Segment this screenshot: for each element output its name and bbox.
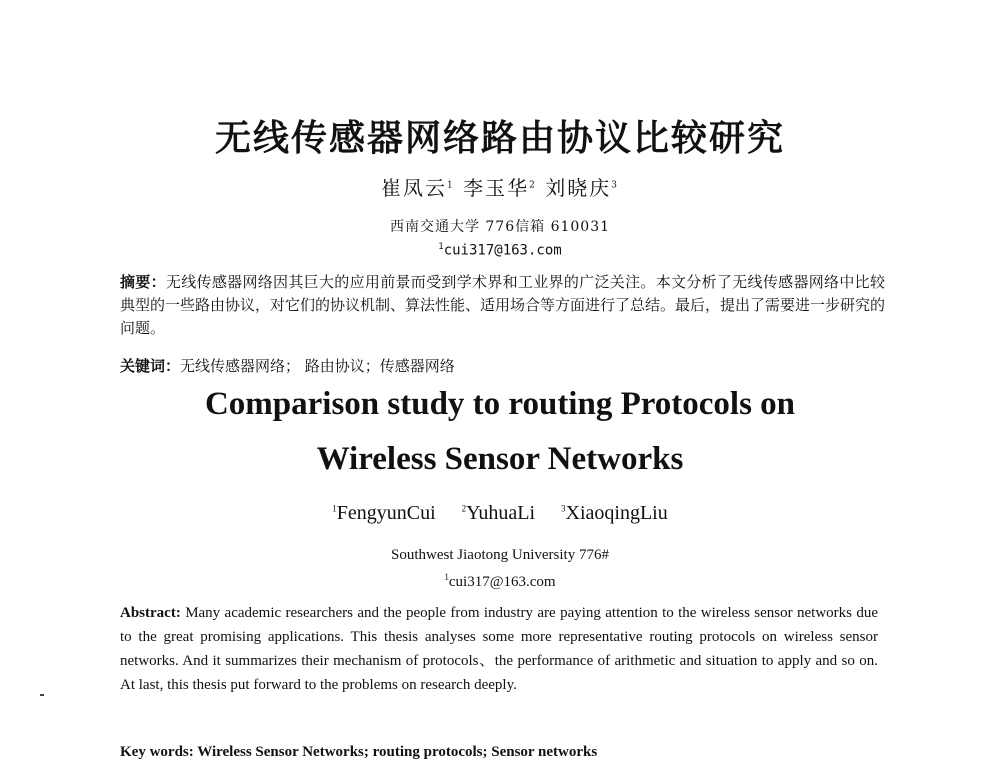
author-name: YuhuaLi — [466, 502, 536, 524]
author-name: FengyunCui — [336, 502, 436, 524]
author-name: 李玉华 — [463, 176, 530, 200]
author-name: 刘晓庆 — [545, 176, 612, 200]
chinese-keywords — [120, 355, 885, 378]
author-name: 崔凤云 — [381, 176, 448, 200]
keywords-body: 无线传感器网络； 路由协议；传感器网络 — [180, 357, 455, 375]
chinese-email — [0, 242, 1000, 259]
english-authors — [0, 502, 1000, 525]
email-superscript: 1 — [444, 572, 449, 582]
english-title-line-2: Wireless Sensor Networks — [316, 441, 684, 477]
email-address: cui317@163.com — [443, 242, 562, 259]
email-superscript: 1 — [438, 242, 444, 252]
english-keywords: Key words: Wireless Sensor Networks; routing protocols; Sensor networks — [120, 744, 598, 760]
author-superscript: 3 — [561, 503, 566, 514]
chinese-abstract — [120, 271, 885, 340]
abstract-label: Abstract: — [120, 605, 181, 621]
english-affiliation: Southwest Jiaotong University 776# — [391, 547, 609, 563]
chinese-title: 无线传感器网络路由协议比较研究 — [214, 118, 785, 159]
english-email — [0, 572, 1000, 591]
author-superscript: 2 — [461, 503, 467, 514]
abstract-body: Many academic researchers and the people from industry are paying attention to the wireless sensor networks due to the great promising applications. This thesis analyses some more representative routing protocols on wireless sensor networks. And it summarizes their mechanism of protocols、the performance of arithmetic and situation to apply and so on. At last, this thesis put forward to the problems on research deeply. — [120, 605, 878, 693]
abstract-body: 无线传感器网络因其巨大的应用前景而受到学术界和工业界的广泛关注。本文分析了无线传感器网络中比较典型的一些路由协议，对它们的协议机制、算法性能、适用场合等方面进行了总结。最后，提出了需要进一步研究的问题。 — [120, 273, 886, 337]
author-superscript: 3 — [611, 180, 619, 191]
author-name: XiaoqingLiu — [565, 502, 668, 524]
author-superscript: 1 — [332, 503, 337, 514]
chinese-affiliation: 西南交通大学 776信箱 610031 — [389, 219, 611, 235]
email-address: cui317@163.com — [448, 574, 556, 590]
keywords-label: 关键词： — [120, 357, 181, 375]
author-superscript: 1 — [447, 180, 455, 191]
author-superscript: 2 — [529, 180, 537, 191]
chinese-authors — [0, 172, 1000, 201]
english-abstract — [120, 601, 878, 697]
scan-artifact — [40, 694, 44, 696]
abstract-label: 摘要： — [120, 273, 166, 291]
english-title-line-1: Comparison study to routing Protocols on — [204, 386, 796, 422]
